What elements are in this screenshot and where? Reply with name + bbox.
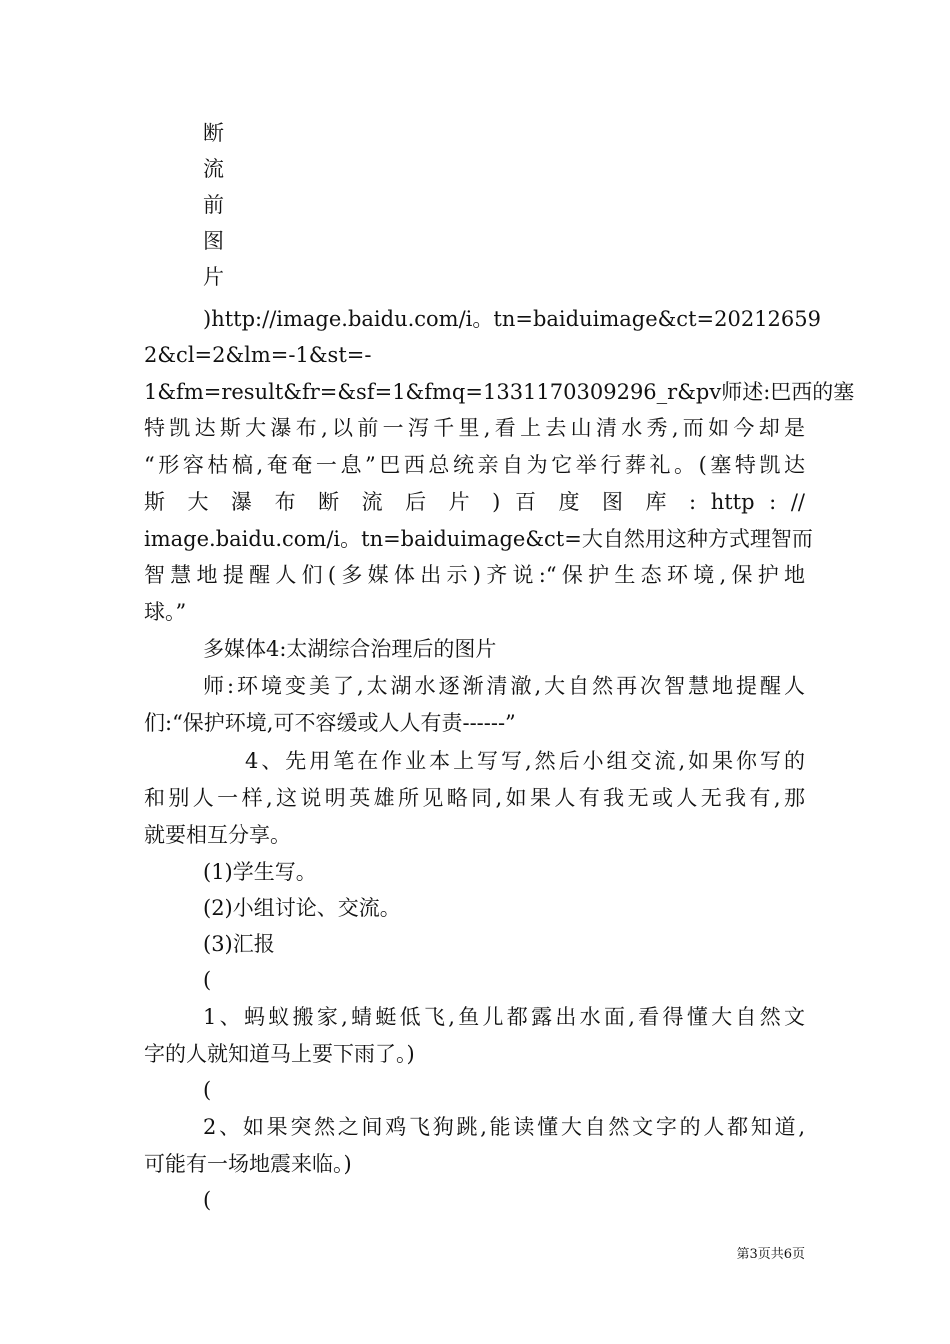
text-line: 1、蚂蚁搬家,蜻蜓低飞,鱼儿都露出水面,看得懂大自然文 [203, 1005, 805, 1029]
text-line: ( [203, 1078, 212, 1102]
text-line: )http://image.baidu.com/i。tn=baiduimage&ct=20212659 [203, 307, 821, 331]
text-line: ( [203, 1188, 212, 1212]
vertical-char: 断 [203, 121, 224, 145]
text-line: (2)小组讨论、交流。 [203, 896, 401, 920]
text-line: 特凯达斯大瀑布,以前一泻千里,看上去山清水秀,而如今却是 [144, 416, 805, 440]
vertical-char: 前 [203, 193, 224, 217]
text-line: 字的人就知道马上要下雨了。) [144, 1042, 415, 1066]
vertical-char: 图 [203, 229, 224, 253]
vertical-char: 流 [203, 157, 224, 181]
text-line: 4、先用笔在作业本上写写,然后小组交流,如果你写的 [245, 749, 805, 773]
text-line: 2、如果突然之间鸡飞狗跳,能读懂大自然文字的人都知道, [203, 1115, 805, 1139]
text-line: ( [203, 968, 212, 992]
text-line: 和别人一样,这说明英雄所见略同,如果人有我无或人无我有,那 [144, 786, 805, 810]
text-line: 就要相互分享。 [144, 823, 291, 847]
vertical-char: 片 [203, 265, 224, 289]
text-line: 智慧地提醒人们(多媒体出示)齐说:“保护生态环境,保护地 [144, 563, 805, 587]
text-line: 斯 大 瀑 布 断 流 后 片 ) 百 度 图 库 : http : // [144, 490, 805, 514]
text-line: 1&fm=result&fr=&sf=1&fmq=1331170309296_r&pv师述:巴西的塞 [144, 380, 855, 404]
text-line: image.baidu.com/i。tn=baiduimage&ct=大自然用这种方式理智而 [144, 527, 813, 551]
text-line: (1)学生写。 [203, 860, 317, 884]
text-line: (3)汇报 [203, 932, 275, 956]
text-line: 师:环境变美了,太湖水逐渐清澈,大自然再次智慧地提醒人 [203, 674, 805, 698]
text-line: 2&cl=2&lm=-1&st=- [144, 343, 372, 367]
text-line: 可能有一场地震来临。) [144, 1152, 352, 1176]
text-line: 球。” [144, 600, 187, 624]
text-line: 们:“保护环境,可不容缓或人人有责------” [144, 711, 516, 735]
text-line: “形容枯槁,奄奄一息”巴西总统亲自为它举行葬礼。(塞特凯达 [144, 453, 805, 477]
text-line: 多媒体4:太湖综合治理后的图片 [203, 637, 497, 661]
page-number-footer: 第3页共6页 [736, 1247, 805, 1262]
